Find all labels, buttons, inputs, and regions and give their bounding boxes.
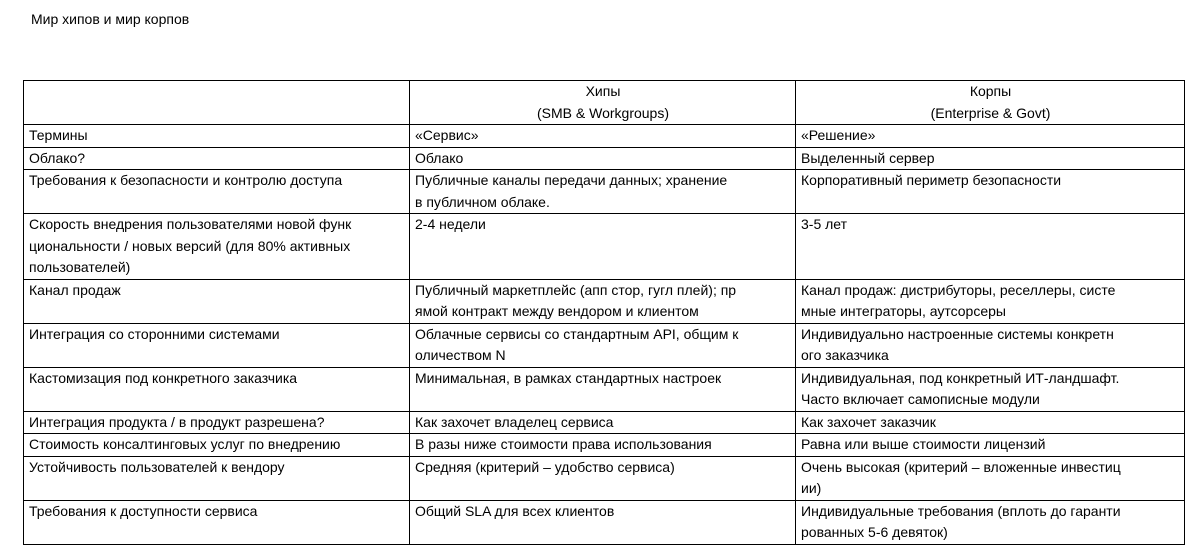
table-row — [24, 456, 1185, 500]
comparison-table-body — [24, 81, 1185, 545]
row-label-cell — [24, 170, 410, 214]
cell-text-line: Индивидуальные требования (вплоть до гаранти — [801, 502, 1121, 519]
cell-text-line: Минимальная, в рамках стандартных настроек — [415, 369, 722, 386]
cell-text-line: Интеграция продукта / в продукт разрешена? — [29, 413, 325, 430]
row-hips-cell — [410, 214, 796, 280]
table-row — [24, 125, 1185, 148]
cell-text-line: оличеством N — [415, 347, 506, 363]
cell-text-line: пользователей) — [29, 259, 131, 275]
table-row — [24, 434, 1185, 457]
row-hips-cell — [410, 323, 796, 367]
row-corps-cell — [796, 411, 1185, 434]
cell-text-line: ии) — [801, 480, 822, 496]
cell-text-line: «Решение» — [801, 127, 876, 143]
header-corps-subtitle: (Enterprise & Govt) — [930, 104, 1051, 121]
row-label-cell — [24, 125, 410, 148]
row-label-cell — [24, 411, 410, 434]
row-hips-cell — [410, 279, 796, 323]
table-row — [24, 323, 1185, 367]
comparison-table — [23, 80, 1185, 545]
cell-text-line: Индивидуально настроенные системы конкретн — [801, 325, 1114, 342]
cell-text-line: Термины — [29, 127, 88, 143]
row-label-cell — [24, 500, 410, 544]
table-row — [24, 279, 1185, 323]
cell-text-line: Скорость внедрения пользователями новой функ — [29, 216, 352, 232]
cell-text-line: Часто включает самописные модули — [801, 391, 1040, 407]
row-hips-cell — [410, 434, 796, 457]
cell-text-line: Средняя (критерий – удобство сервиса) — [415, 458, 675, 475]
cell-text-line: Облачные сервисы со стандартным API, общим к — [415, 325, 739, 342]
row-corps-cell — [796, 170, 1185, 214]
header-cell-hips — [410, 81, 796, 125]
row-hips-cell — [410, 456, 796, 500]
row-corps-cell — [796, 279, 1185, 323]
row-label-cell — [24, 147, 410, 170]
row-label-cell — [24, 367, 410, 411]
row-corps-cell — [796, 434, 1185, 457]
row-label-cell — [24, 456, 410, 500]
row-corps-cell — [796, 456, 1185, 500]
row-label-cell — [24, 214, 410, 280]
cell-text-line: Общий SLA для всех клиентов — [415, 502, 615, 519]
cell-text-line: ого заказчика — [801, 347, 889, 363]
cell-text-line: Требования к доступности сервиса — [29, 502, 258, 519]
cell-text-line: циональности / новых версий (для 80% активных — [29, 237, 351, 254]
cell-text-line: В разы ниже стоимости права использования — [415, 436, 712, 452]
cell-text-line: мные интеграторы, аутсорсеры — [801, 303, 1006, 319]
cell-text-line: Канал продаж: дистрибуторы, реселлеры, систе — [801, 281, 1116, 298]
row-hips-cell — [410, 125, 796, 148]
cell-text-line: Кастомизация под конкретного заказчика — [29, 369, 298, 386]
header-cell-empty — [24, 81, 410, 125]
row-hips-cell — [410, 411, 796, 434]
cell-text-line: «Сервис» — [415, 127, 479, 143]
table-row — [24, 500, 1185, 544]
cell-text-line: Интеграция со сторонними системами — [29, 325, 280, 342]
cell-text-line: Публичные каналы передачи данных; хранение — [415, 172, 728, 188]
table-row — [24, 367, 1185, 411]
row-corps-cell — [796, 125, 1185, 148]
cell-text-line: рованных 5-6 девяток) — [801, 524, 948, 540]
cell-text-line: Очень высокая (критерий – вложенные инвестиц — [801, 458, 1121, 475]
row-hips-cell — [410, 367, 796, 411]
row-corps-cell — [796, 367, 1185, 411]
row-hips-cell — [410, 170, 796, 214]
row-corps-cell — [796, 147, 1185, 170]
table-row — [24, 170, 1185, 214]
cell-text-line: Корпоративный периметр безопасности — [801, 172, 1062, 188]
cell-text-line: в публичном облаке. — [415, 193, 550, 210]
table-row — [24, 411, 1185, 434]
cell-text-line: Выделенный сервер — [801, 149, 935, 166]
row-hips-cell — [410, 147, 796, 170]
row-corps-cell — [796, 214, 1185, 280]
table-row — [24, 214, 1185, 280]
cell-text-line: Требования к безопасности и контролю доступа — [29, 172, 343, 188]
row-label-cell — [24, 323, 410, 367]
row-label-cell — [24, 434, 410, 457]
cell-text-line: Публичный маркетплейс (апп стор, гугл плей); пр — [415, 281, 737, 298]
cell-text-line: Как захочет заказчик — [801, 413, 936, 430]
cell-text-line: Как захочет владелец сервиса — [415, 413, 614, 430]
table-header-row — [24, 81, 1185, 125]
cell-text-line: Устойчивость пользователей к вендору — [29, 458, 285, 475]
table-row — [24, 147, 1185, 170]
header-hips-subtitle: (SMB & Workgroups) — [537, 104, 669, 121]
cell-text-line: 2-4 недели — [415, 216, 486, 232]
cell-text-line: Индивидуальная, под конкретный ИТ-ландшафт. — [801, 369, 1120, 386]
header-corps-title: Корпы — [969, 83, 1012, 99]
header-cell-corps — [796, 81, 1185, 125]
row-corps-cell — [796, 500, 1185, 544]
row-corps-cell — [796, 323, 1185, 367]
cell-text-line: Равна или выше стоимости лицензий — [801, 436, 1046, 452]
row-label-cell — [24, 279, 410, 323]
cell-text-line: ямой контракт между вендором и клиентом — [415, 303, 699, 319]
cell-text-line: Стоимость консалтинговых услуг по внедрению — [29, 436, 341, 452]
cell-text-line: Канал продаж — [29, 281, 121, 298]
cell-text-line: 3-5 лет — [801, 216, 848, 232]
document-title: Мир хипов и мир корпов — [31, 11, 190, 27]
cell-text-line: Облако? — [29, 149, 86, 166]
cell-text-line: Облако — [415, 149, 464, 166]
row-hips-cell — [410, 500, 796, 544]
header-hips-title: Хипы — [585, 83, 621, 99]
